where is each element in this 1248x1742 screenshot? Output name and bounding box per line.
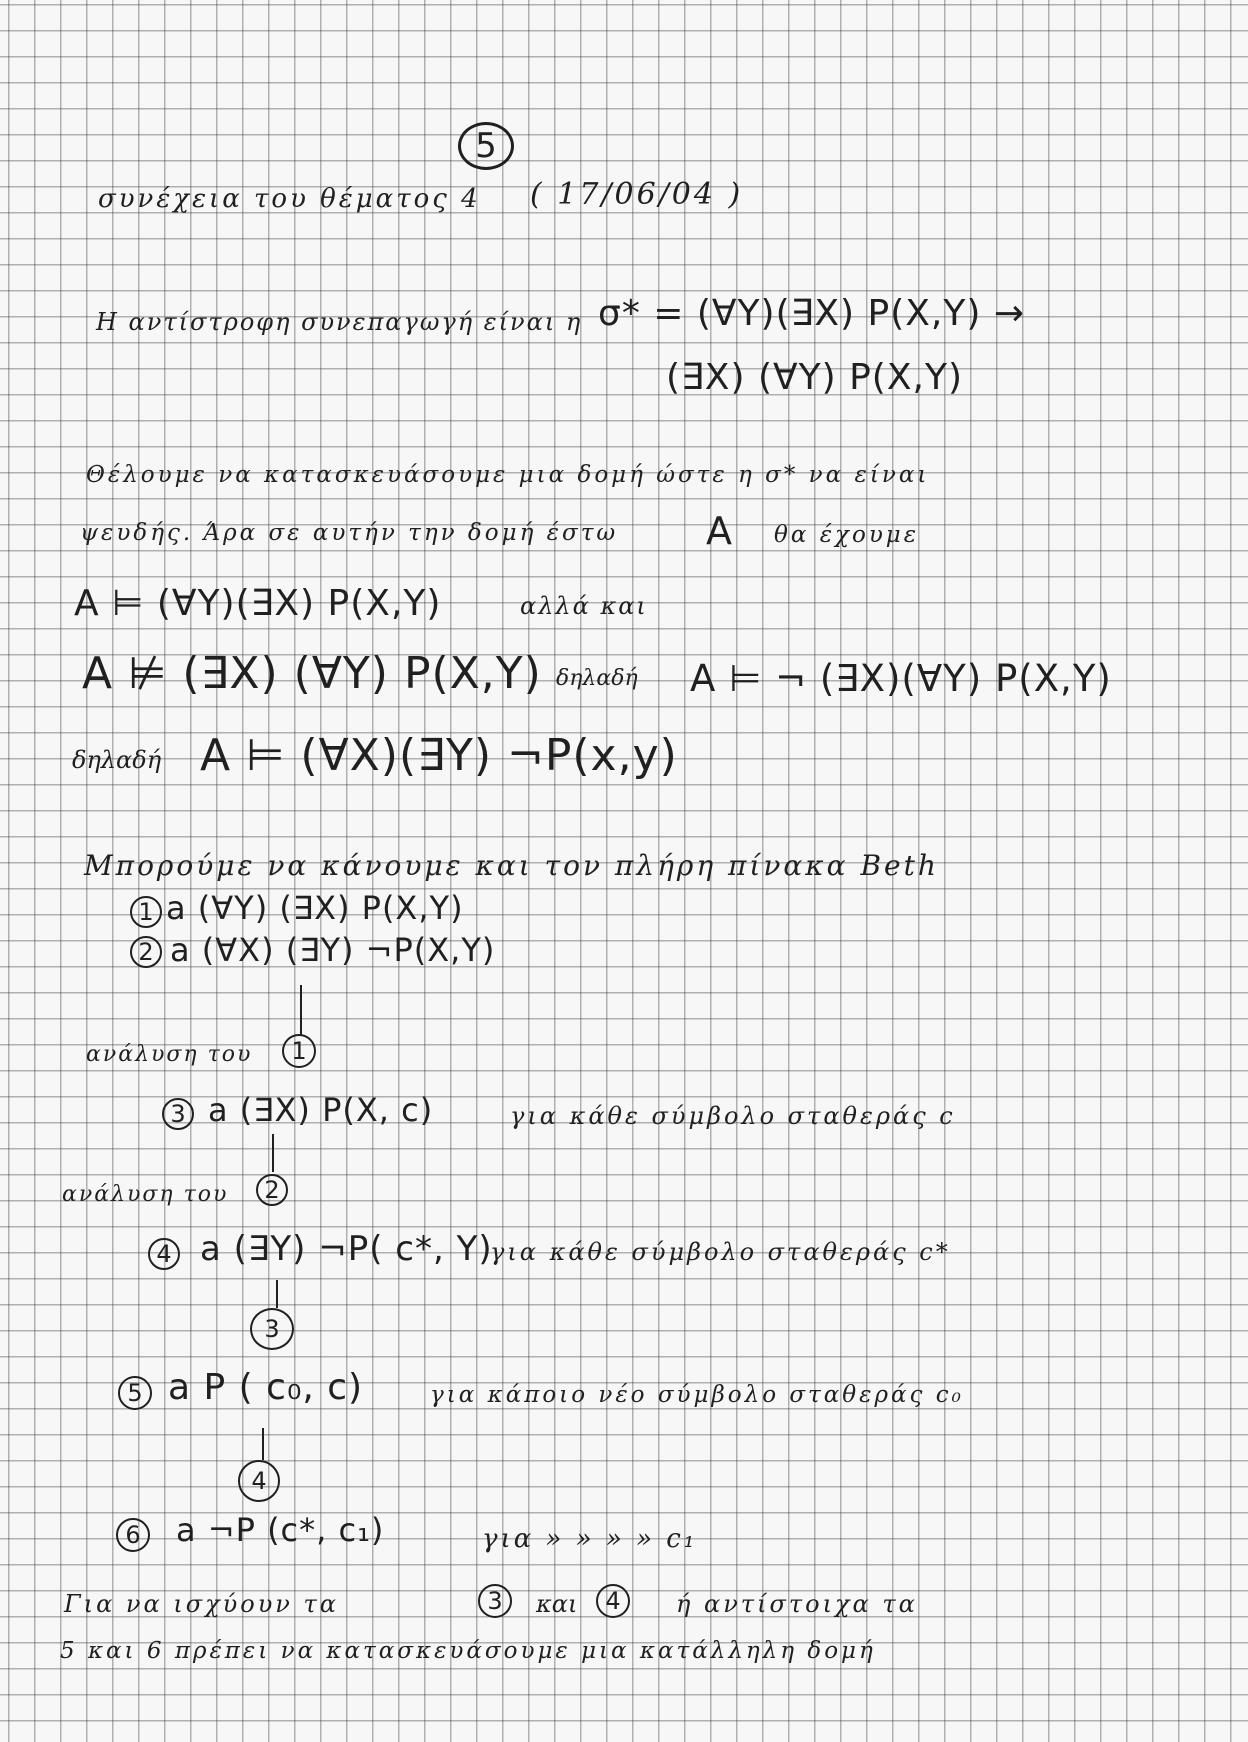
para-line-4-formula-2: A ⊨ ¬ (∃X)(∀Y) P(X,Y) [690, 657, 1112, 700]
step-4-note: για κάθε σύμβολο σταθεράς c* [490, 1238, 951, 1266]
step-number-4: 4 [148, 1238, 180, 1270]
step-6-note: για » » » » c₁ [482, 1524, 698, 1554]
step-4-formula: a (∃Y) ¬P( c*, Y) [200, 1229, 493, 1269]
step-6-formula: a ¬P (c*, c₁) [176, 1511, 385, 1549]
intro-text: Η αντίστροφη συνεπαγωγή είναι η [96, 308, 583, 336]
para-line-3-text: αλλά και [520, 592, 648, 620]
closing-line-1-c: ή αντίστοιχα τα [676, 1590, 918, 1618]
closing-line-1-a: Για να ισχύουν τα [64, 1590, 339, 1618]
para-line-5-text: δηλαδή [72, 746, 162, 774]
closing-line-2: 5 και 6 πρέπει να κατασκευάσουμε μια κατάλληλη δομή [60, 1638, 876, 1664]
step-5-note: για κάποιο νέο σύμβολο σταθεράς c₀ [430, 1382, 964, 1408]
step-1-formula: a (∀Y) (∃X) P(X,Y) [166, 889, 464, 927]
analysis-2-label: ανάλυση του [62, 1182, 229, 1207]
tree-edge-2 [272, 1134, 274, 1172]
analysis-1-label: ανάλυση του [86, 1042, 253, 1067]
closing-ref-3: 3 [478, 1584, 512, 1618]
step-number-5: 5 [118, 1376, 152, 1410]
page-number: 5 [458, 122, 514, 170]
tree-edge-3 [276, 1280, 278, 1308]
tree-edge-4 [262, 1428, 264, 1460]
header-date: ( 17/06/04 ) [530, 177, 744, 212]
beth-intro: Μπορούμε να κάνουμε και τον πλήρη πίνακα Beth [84, 849, 939, 882]
step-number-2: 2 [130, 936, 162, 968]
header-title: συνέχεια του θέματος 4 [98, 184, 481, 214]
step-3-note: για κάθε σύμβολο σταθεράς c [510, 1102, 956, 1130]
step-number-3: 3 [162, 1098, 194, 1130]
ref-4: 4 [238, 1460, 280, 1502]
para-line-2-structure: A [706, 509, 733, 553]
analysis-2-ref: 2 [256, 1174, 288, 1206]
para-line-5-formula: A ⊨ (∀X)(∃Y) ¬P(x,y) [200, 730, 678, 781]
closing-line-1-b: και [536, 1590, 578, 1618]
intro-formula-2: (∃X) (∀Y) P(X,Y) [666, 357, 963, 398]
analysis-1-ref: 1 [282, 1034, 316, 1068]
para-line-2-end: θα έχουμε [774, 522, 920, 548]
step-2-formula: a (∀X) (∃Y) ¬P(X,Y) [170, 931, 496, 969]
step-5-formula: a P ( c₀, c) [168, 1367, 364, 1408]
para-line-4-text: δηλαδή [556, 666, 638, 691]
intro-formula-1: σ* = (∀Y)(∃X) P(X,Y) → [598, 293, 1026, 334]
closing-ref-4: 4 [596, 1584, 630, 1618]
step-number-6: 6 [116, 1518, 150, 1552]
ref-3: 3 [250, 1308, 294, 1350]
para-line-3-formula: A ⊨ (∀Y)(∃X) P(X,Y) [74, 583, 442, 624]
para-line-2-text: ψευδής. Άρα σε αυτήν την δομή έστω [80, 520, 619, 546]
tree-edge-1 [300, 985, 302, 1035]
para-line-1: Θέλουμε να κατασκευάσουμε μια δομή ώστε η σ* να είναι [86, 462, 930, 488]
step-number-1: 1 [130, 896, 162, 928]
step-3-formula: a (∃X) P(X, c) [208, 1091, 434, 1129]
para-line-4-formula: A ⊭ (∃X) (∀Y) P(X,Y) [82, 648, 542, 699]
